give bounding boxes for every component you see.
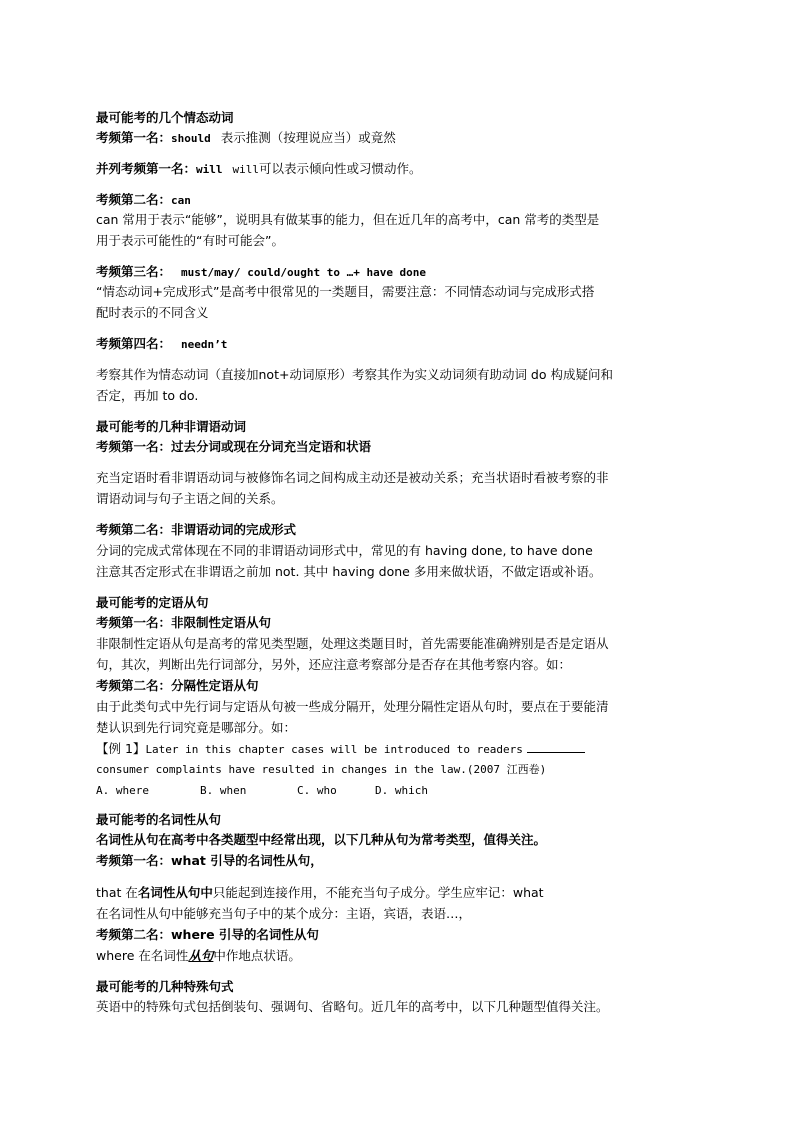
rank-label: 考频第一名： bbox=[96, 130, 172, 145]
rank-heading: 考频第二名：分隔性定语从句 bbox=[96, 678, 259, 693]
text-run: 只能起到连接作用，不能充当句子成分。学生应牢记：what bbox=[212, 885, 544, 900]
example-sentence: Later in this chapter cases will be introduced to readers bbox=[145, 743, 523, 756]
rank-label: 并列考频第一名： bbox=[96, 161, 197, 176]
rank-1b-modal bbox=[96, 161, 696, 178]
paragraph-line: 谓语动词与句子主语之间的关系。 bbox=[96, 491, 284, 506]
example-options bbox=[96, 783, 696, 799]
answer-blank bbox=[527, 742, 585, 753]
rank-heading: 考频第一名：what 引导的名词性从句， bbox=[96, 853, 323, 868]
rank-heading: 考频第二名：where 引导的名词性从句 bbox=[96, 927, 319, 942]
text-run: where 在名词性 bbox=[96, 948, 189, 963]
paragraph-line: 考察其作为情态动词（直接加not+动词原形）考察其作为实义动词须有助动词 do 构成疑问和 bbox=[96, 367, 613, 382]
paragraph-line: 分词的完成式常体现在不同的非谓语动词形式中，常见的有 having done, to have done bbox=[96, 543, 593, 558]
paragraph-line: 充当定语时看非谓语动词与被修饰名词之间构成主动还是被动关系；充当状语时看被考察的非 bbox=[96, 470, 609, 485]
rank-term: can bbox=[171, 194, 191, 207]
section-title-modal-verbs: 最可能考的几个情态动词 bbox=[96, 110, 234, 125]
rank-label: 考频第三名： bbox=[96, 264, 172, 279]
rank-1-modal bbox=[96, 130, 696, 147]
section-title-non-finite: 最可能考的几种非谓语动词 bbox=[96, 419, 247, 434]
emphasis-run: 从句 bbox=[188, 948, 214, 963]
rank-heading: 考频第二名：非谓语动词的完成形式 bbox=[96, 522, 297, 537]
rank-heading: 考频第一名：过去分词或现在分词充当定语和状语 bbox=[96, 439, 372, 454]
section-title-attributive-clause: 最可能考的定语从句 bbox=[96, 595, 209, 610]
rank-term: should bbox=[171, 132, 211, 145]
example-1-line-1 bbox=[96, 741, 696, 758]
emphasis-run: 名词性从句中 bbox=[137, 885, 213, 900]
paragraph-line: 在名词性从句中能够充当句子中的某个成分：主语，宾语，表语…， bbox=[96, 906, 472, 921]
paragraph-line: 配时表示的不同含义 bbox=[96, 305, 209, 320]
rank-desc: 可以表示倾向性或习惯动作。 bbox=[259, 161, 422, 176]
option-b: B. when bbox=[200, 784, 247, 797]
paragraph-line: 句，其次，判断出先行词部分，另外，还应注意考察部分是否存在其他考察内容。如： bbox=[96, 657, 572, 672]
rank-term: must/may/ could/ought to …+ have done bbox=[181, 266, 427, 279]
rank-4-modal bbox=[96, 336, 696, 353]
paragraph-line: 注意其否定形式在非谓语之前加 not. 其中 having done 多用来做状语，不做定语或补语。 bbox=[96, 564, 602, 579]
paragraph-line: can 常用于表示“能够”，说明具有做某事的能力，但在近几年的高考中，can 常考的类型是 bbox=[96, 212, 600, 227]
rank-label: 考频第四名： bbox=[96, 336, 172, 351]
rank-desc: 表示推测（按理说应当）或竟然 bbox=[220, 130, 396, 145]
rank-label: 考频第二名： bbox=[96, 192, 172, 207]
rank-desc-term: will bbox=[232, 163, 260, 176]
rank-heading: 考频第一名：非限制性定语从句 bbox=[96, 615, 272, 630]
example-label: 【例 1】 bbox=[96, 741, 146, 756]
rank-3-modal bbox=[96, 264, 696, 281]
paragraph-line: 用于表示可能性的“有时可能会”。 bbox=[96, 233, 284, 248]
paragraph-line bbox=[96, 885, 696, 901]
rank-term: will bbox=[196, 163, 223, 176]
text-run: that 在 bbox=[96, 885, 138, 900]
paragraph-line: 楚认识到先行词究竟是哪部分。如： bbox=[96, 720, 297, 735]
paragraph-line: 非限制性定语从句是高考的常见类型题，处理这类题目时，首先需要能准确辨别是否是定语从 bbox=[96, 636, 609, 651]
paragraph-line bbox=[96, 948, 696, 964]
paragraph-line: “情态动词+完成形式”是高考中很常见的一类题目，需要注意：不同情态动词与完成形式搭 bbox=[96, 284, 595, 299]
rank-term: needn’t bbox=[181, 338, 228, 351]
paragraph-line: 由于此类句式中先行词与定语从句被一些成分隔开，处理分隔性定语从句时，要点在于要能清 bbox=[96, 699, 609, 714]
section-title-special-sentences: 最可能考的几种特殊句式 bbox=[96, 979, 234, 994]
option-c: C. who bbox=[297, 784, 337, 797]
rank-2-modal bbox=[96, 192, 696, 209]
section-title-noun-clause: 最可能考的名词性从句 bbox=[96, 812, 222, 827]
section-intro: 名词性从句在高考中各类题型中经常出现，以下几种从句为常考类型，值得关注。 bbox=[96, 832, 547, 847]
paragraph-line: 英语中的特殊句式包括倒装句、强调句、省略句。近几年的高考中，以下几种题型值得关注。 bbox=[96, 999, 609, 1014]
paragraph-line: 否定，再加 to do. bbox=[96, 388, 199, 403]
option-a: A. where bbox=[96, 784, 149, 797]
option-d: D. which bbox=[375, 784, 428, 797]
text-run: 中作地点状语。 bbox=[213, 948, 301, 963]
example-1-line-2: consumer complaints have resulted in changes in the law.(2007 江西卷) bbox=[96, 763, 547, 776]
